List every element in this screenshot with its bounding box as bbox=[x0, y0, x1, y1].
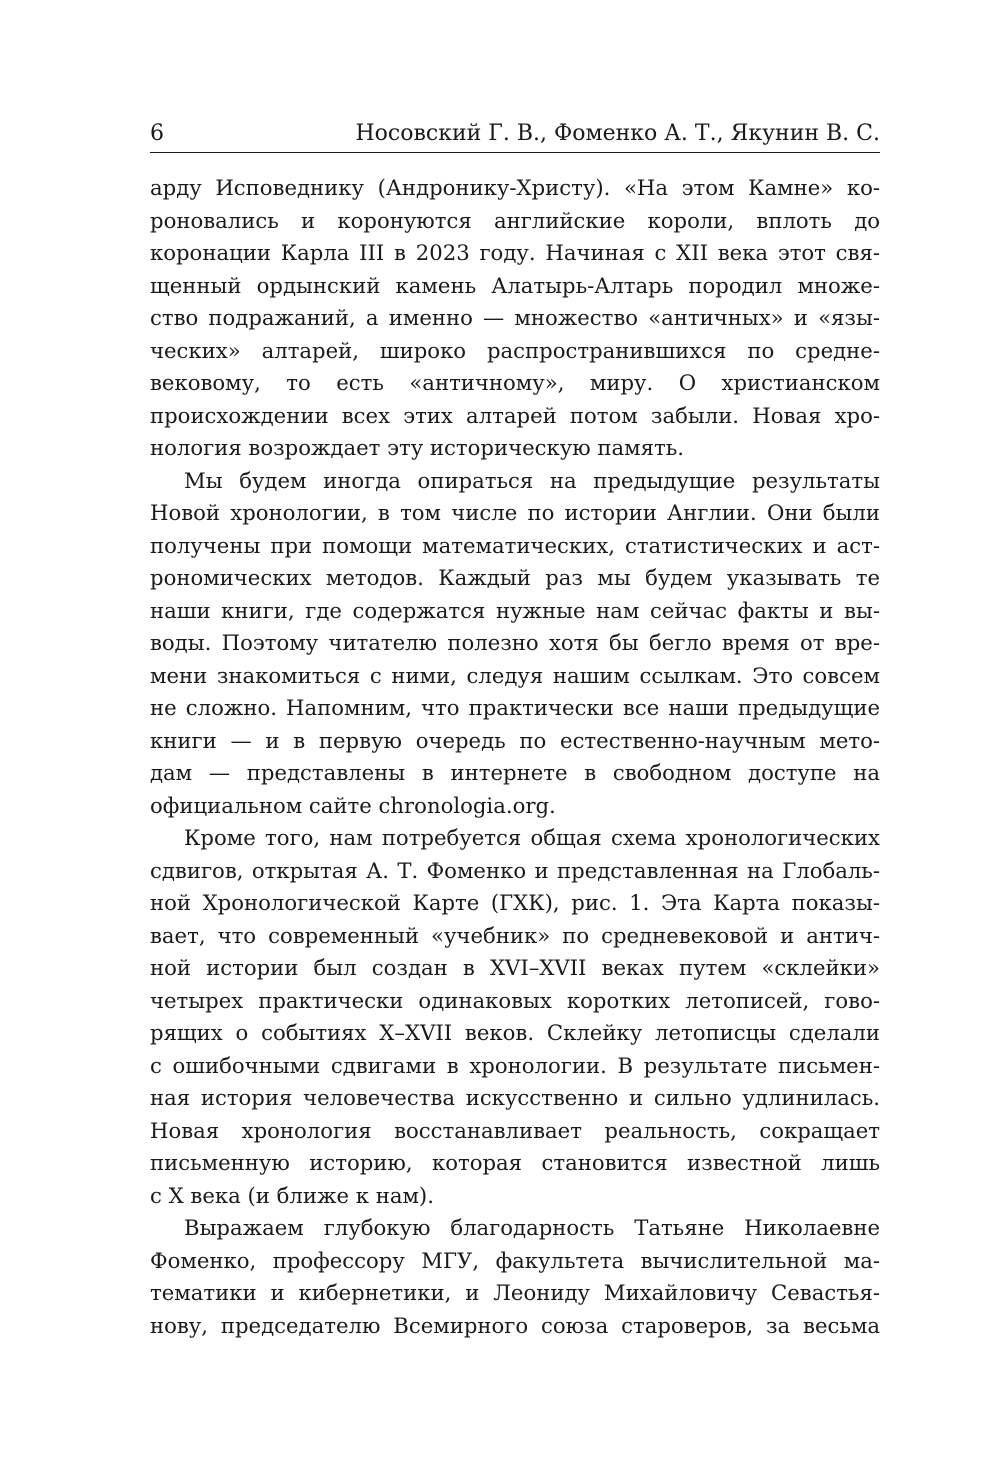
text-line: воды. Поэтому читателю полезно хотя бы бегло время от вре- bbox=[150, 630, 880, 655]
text-line: вековому, то есть «античному», миру. О христианском bbox=[150, 370, 880, 395]
paragraph-first-line: Мы будем иногда опираться на предыдущие результаты bbox=[184, 467, 880, 493]
text-line: письменную историю, которая становится известной лишь bbox=[150, 1150, 880, 1175]
text-line: тематики и кибернетики, и Леониду Михайловичу Севастья- bbox=[150, 1280, 880, 1305]
text-line: нову, председателю Всемирного союза староверов, за весьма bbox=[150, 1312, 880, 1338]
book-page bbox=[150, 0, 880, 1467]
running-head bbox=[150, 116, 880, 153]
text-line: происхождении всех этих алтарей потом забыли. Новая хро- bbox=[150, 402, 880, 428]
text-line: не сложно. Напомним, что практически все наши предыдущие bbox=[150, 695, 880, 720]
text-line: ческих» алтарей, широко распространившихся по средне- bbox=[150, 337, 880, 363]
text-line: щенный ордынский камень Алатырь-Алтарь породил множе- bbox=[150, 272, 880, 298]
text-line: арду Исповеднику (Андронику-Христу). «На этом Камне» ко- bbox=[150, 175, 880, 200]
text-line: четырех практически одинаковых коротких летописей, гово- bbox=[150, 987, 880, 1013]
text-line: книги — и в первую очередь по естественно-научным мето- bbox=[150, 727, 880, 753]
text-line: ной истории был создан в XVI–XVII веках путем «склейки» bbox=[150, 955, 880, 980]
text-line: вает, что современный «учебник» по средневековой и антич- bbox=[150, 922, 880, 948]
paragraph-first-line: Выражаем глубокую благодарность Татьяне Николаевне bbox=[184, 1215, 880, 1240]
text-line: Новая хронология восстанавливает реальность, сокращает bbox=[150, 1117, 880, 1143]
text-line: мени знакомиться с ними, следуя нашим ссылкам. Это совсем bbox=[150, 662, 880, 688]
page-number: 6 bbox=[150, 121, 164, 146]
paragraph-first-line: Кроме того, нам потребуется общая схема хронологических bbox=[184, 825, 880, 850]
text-line: рящих о событиях X–XVII веков. Склейку летописцы сделали bbox=[150, 1020, 880, 1045]
text-line: нология возрождает эту историческую память. bbox=[150, 435, 684, 460]
text-line: получены при помощи математических, статистических и аст- bbox=[150, 532, 880, 558]
text-line: дам — представлены в интернете в свободном доступе на bbox=[150, 760, 880, 785]
body-text bbox=[150, 172, 880, 1342]
text-line: наши книги, где содержатся нужные нам сейчас факты и вы- bbox=[150, 597, 880, 623]
text-line: Фоменко, профессору МГУ, факультета вычислительной ма- bbox=[150, 1247, 880, 1273]
text-line: с X века (и ближе к нам). bbox=[150, 1182, 434, 1208]
text-line: ство подражаний, а именно — множество «античных» и «язы- bbox=[150, 305, 880, 330]
running-head-authors: Носовский Г. В., Фоменко А. Т., Якунин В. С. bbox=[355, 121, 880, 146]
text-line: коронации Карла III в 2023 году. Начиная с XII века этот свя- bbox=[150, 240, 880, 265]
text-line: ная история человечества искусственно и сильно удлинилась. bbox=[150, 1085, 880, 1110]
text-line: сдвигов, открытая А. Т. Фоменко и представленная на Глобаль- bbox=[150, 857, 880, 883]
text-line: с ошибочными сдвигами в хронологии. В результате письмен- bbox=[150, 1052, 880, 1078]
text-line: рономических методов. Каждый раз мы будем указывать те bbox=[150, 565, 880, 590]
text-line: Новой хронологии, в том числе по истории Англии. Они были bbox=[150, 500, 880, 525]
text-line: роновались и коронуются английские короли, вплоть до bbox=[150, 207, 880, 233]
text-line: ной Хронологической Карте (ГХК), рис. 1. Эта Карта показы- bbox=[150, 890, 880, 915]
text-line: официальном сайте chronologia.org. bbox=[150, 792, 556, 818]
